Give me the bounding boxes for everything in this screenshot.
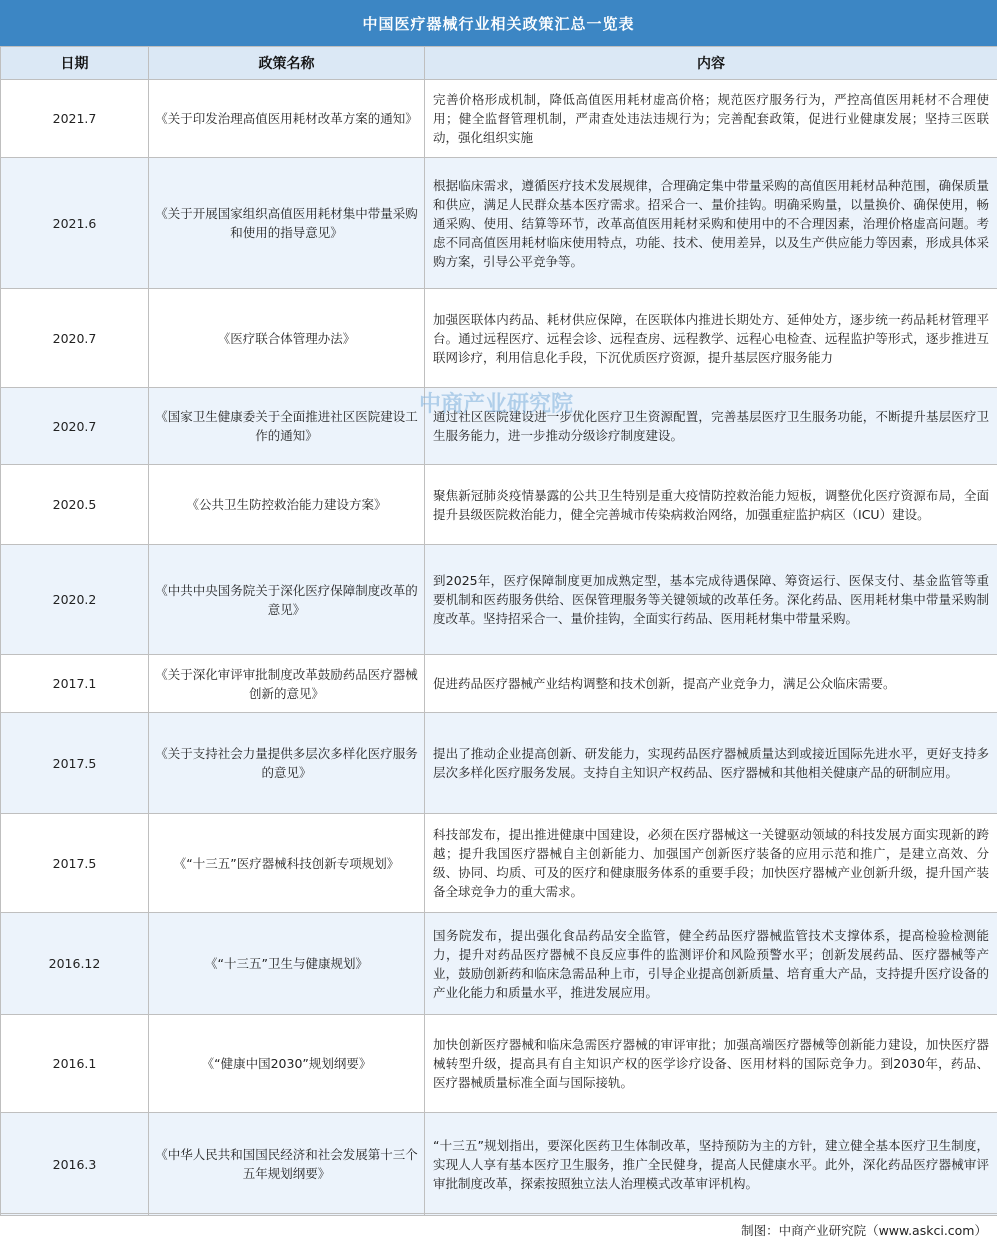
policy-date: 2016.3 — [1, 1113, 149, 1216]
policy-date: 2020.7 — [1, 388, 149, 465]
policy-name: 《“十三五”卫生与健康规划》 — [149, 913, 425, 1015]
policy-content: 科技部发布，提出推进健康中国建设，必须在医疗器械这一关键驱动领域的科技发展方面实现新的跨越；提升我国医疗器械自主创新能力、加强国产创新医疗装备的应用示范和推广，是建立高效、分级、协同、均质、可及的医疗和健康服务体系的重要手段；加快医疗器械产业创新升级，提升国产装备全球竞争力的重大需求。 — [425, 814, 997, 913]
policy-date: 2016.12 — [1, 913, 149, 1015]
table-row — [1, 1015, 997, 1113]
column-header-date: 日期 — [1, 47, 149, 80]
policy-content: 促进药品医疗器械产业结构调整和技术创新，提高产业竞争力，满足公众临床需要。 — [425, 655, 997, 713]
table-row — [1, 388, 997, 465]
table-row — [1, 913, 997, 1015]
policy-content: 根据临床需求，遵循医疗技术发展规律，合理确定集中带量采购的高值医用耗材品种范围，确保质量和供应，满足人民群众基本医疗需求。招采合一、量价挂钩。明确采购量，以量换价、确保使用，畅通采购、使用、结算等环节，改革高值医用耗材采购和使用中的不合理因素，治理价格虚高问题。考虑不同高值医用耗材临床使用特点，功能、技术、使用差异，以及生产供应能力等因素，形成具体采购方案，引导公平竞争等。 — [425, 158, 997, 289]
policy-name: 《关于支持社会力量提供多层次多样化医疗服务的意见》 — [149, 713, 425, 814]
policy-name: 《“十三五”医疗器械科技创新专项规划》 — [149, 814, 425, 913]
source-footer: 制图：中商产业研究院（www.askci.com） — [0, 1213, 997, 1246]
policy-content: 到2025年，医疗保障制度更加成熟定型，基本完成待遇保障、筹资运行、医保支付、基金监管等重要机制和医药服务供给、医保管理服务等关键领域的改革任务。深化药品、医用耗材集中带量采购制度改革。坚持招采合一、量价挂钩，全面实行药品、医用耗材集中带量采购。 — [425, 545, 997, 655]
policy-name: 《中华人民共和国国民经济和社会发展第十三个五年规划纲要》 — [149, 1113, 425, 1216]
policy-date: 2021.6 — [1, 158, 149, 289]
policy-table — [0, 46, 997, 1216]
policy-date: 2016.1 — [1, 1015, 149, 1113]
policy-name: 《关于印发治理高值医用耗材改革方案的通知》 — [149, 80, 425, 158]
table-row — [1, 814, 997, 913]
policy-date: 2020.2 — [1, 545, 149, 655]
policy-date: 2021.7 — [1, 80, 149, 158]
policy-content: 加快创新医疗器械和临床急需医疗器械的审评审批；加强高端医疗器械等创新能力建设，加快医疗器械转型升级，提高具有自主知识产权的医学诊疗设备、医用材料的国际竞争力。到2030年，药品、医疗器械质量标准全面与国际接轨。 — [425, 1015, 997, 1113]
table-row — [1, 80, 997, 158]
table-row — [1, 1113, 997, 1216]
table-row — [1, 713, 997, 814]
policy-content: “十三五”规划指出，要深化医药卫生体制改革，坚持预防为主的方针，建立健全基本医疗卫生制度，实现人人享有基本医疗卫生服务，推广全民健身，提高人民健康水平。此外，深化药品医疗器械审评审批制度改革，探索按照独立法人治理模式改革审评机构。 — [425, 1113, 997, 1216]
policy-date: 2017.5 — [1, 713, 149, 814]
policy-content: 提出了推动企业提高创新、研发能力，实现药品医疗器械质量达到或接近国际先进水平，更好支持多层次多样化医疗服务发展。支持自主知识产权药品、医疗器械和其他相关健康产品的研制应用。 — [425, 713, 997, 814]
policy-content: 加强医联体内药品、耗材供应保障，在医联体内推进长期处方、延伸处方，逐步统一药品耗材管理平台。通过远程医疗、远程会诊、远程查房、远程教学、远程心电检查、远程监护等形式，逐步推进互联网诊疗，利用信息化手段，下沉优质医疗资源，提升基层医疗服务能力 — [425, 289, 997, 388]
policy-name: 《国家卫生健康委关于全面推进社区医院建设工作的通知》 — [149, 388, 425, 465]
column-header-policy-name: 政策名称 — [149, 47, 425, 80]
policy-name: 《公共卫生防控救治能力建设方案》 — [149, 465, 425, 545]
policy-date: 2017.5 — [1, 814, 149, 913]
policy-content: 通过社区医院建设进一步优化医疗卫生资源配置，完善基层医疗卫生服务功能，不断提升基层医疗卫生服务能力，进一步推动分级诊疗制度建设。 — [425, 388, 997, 465]
policy-name: 《关于深化审评审批制度改革鼓励药品医疗器械创新的意见》 — [149, 655, 425, 713]
policy-name: 《“健康中国2030”规划纲要》 — [149, 1015, 425, 1113]
policy-content: 完善价格形成机制，降低高值医用耗材虚高价格；规范医疗服务行为，严控高值医用耗材不合理使用；健全监督管理机制，严肃查处违法违规行为；完善配套政策，促进行业健康发展；坚持三医联动，强化组织实施 — [425, 80, 997, 158]
policy-date: 2020.5 — [1, 465, 149, 545]
policy-content: 聚焦新冠肺炎疫情暴露的公共卫生特别是重大疫情防控救治能力短板，调整优化医疗资源布局，全面提升县级医院救治能力，健全完善城市传染病救治网络，加强重症监护病区（ICU）建设。 — [425, 465, 997, 545]
header-row — [1, 47, 997, 80]
column-header-content: 内容 — [425, 47, 997, 80]
table-row — [1, 655, 997, 713]
policy-name: 《关于开展国家组织高值医用耗材集中带量采购和使用的指导意见》 — [149, 158, 425, 289]
watermark-logo: 中商产业研究院 — [418, 391, 573, 417]
policy-content: 国务院发布，提出强化食品药品安全监管，健全药品医疗器械监管技术支撑体系，提高检验检测能力，提升对药品医疗器械不良反应事件的监测评价和风险预警水平；创新发展药品、医疗器械等产业，鼓励创新药和临床急需品种上市，引导企业提高创新质量、培育重大产品，支持提升医疗设备的产业化能力和质量水平，推进发展应用。 — [425, 913, 997, 1015]
table-title: 中国医疗器械行业相关政策汇总一览表 — [0, 0, 997, 46]
policy-name: 《医疗联合体管理办法》 — [149, 289, 425, 388]
policy-name: 《中共中央国务院关于深化医疗保障制度改革的意见》 — [149, 545, 425, 655]
policy-date: 2017.1 — [1, 655, 149, 713]
table-row — [1, 465, 997, 545]
policy-date: 2020.7 — [1, 289, 149, 388]
table-row — [1, 158, 997, 289]
table-row — [1, 545, 997, 655]
table-row — [1, 289, 997, 388]
